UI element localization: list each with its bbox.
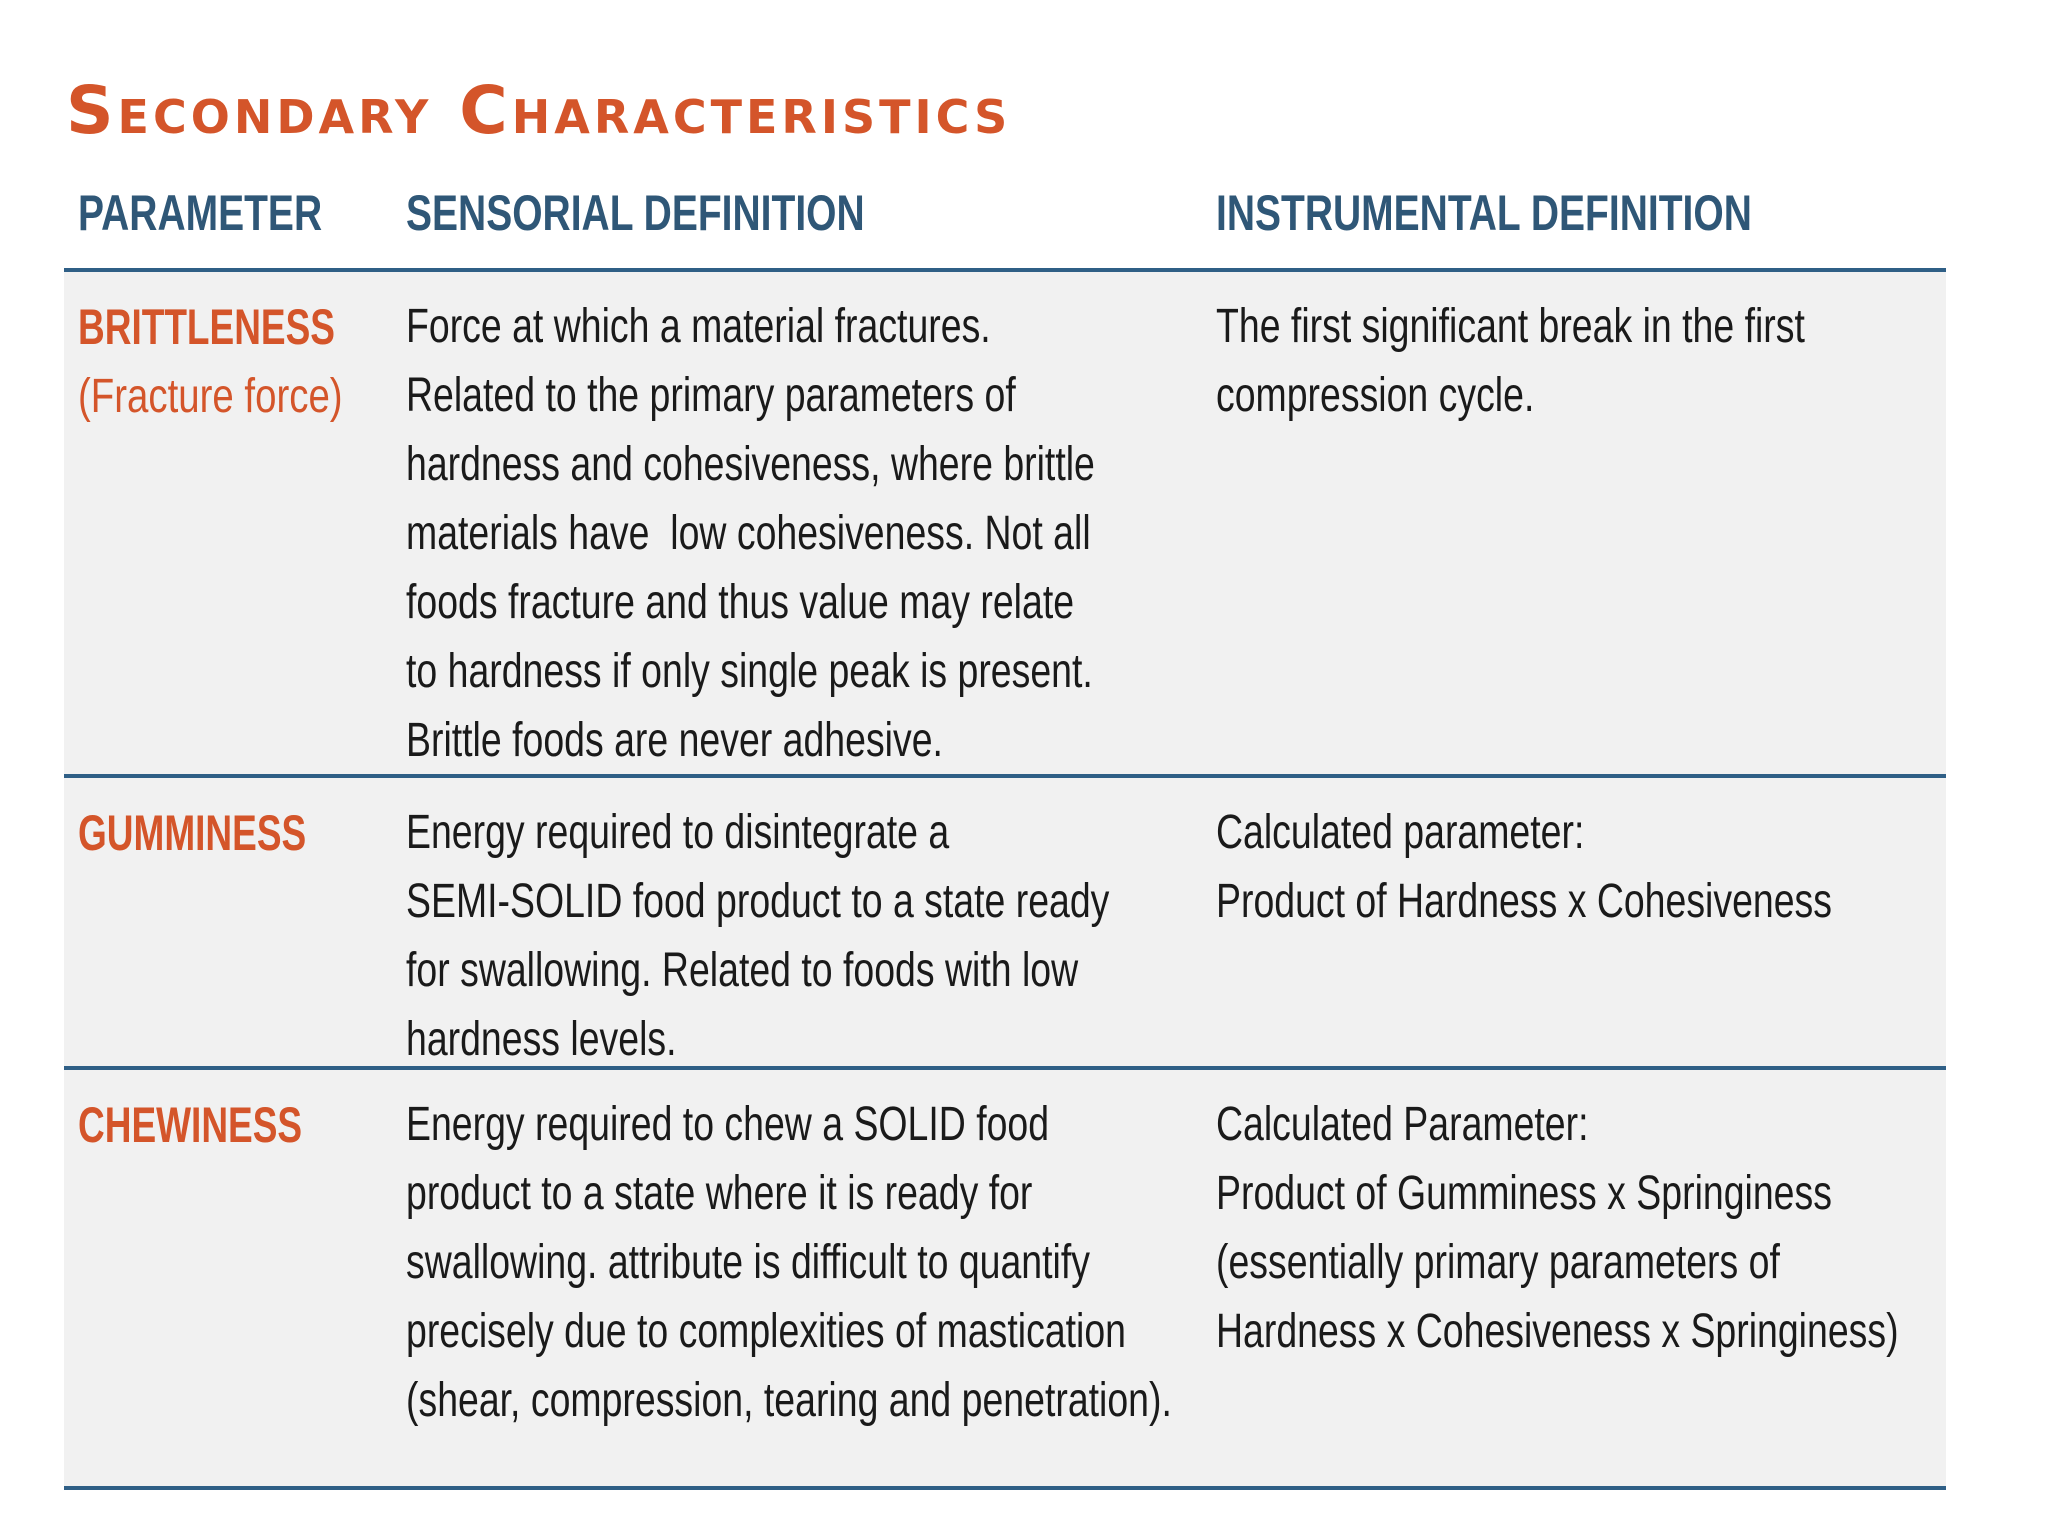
sensorial-definition: Energy required to disintegrate a SEMI-SOLID food product to a state ready for swallowing. Related to foods with low hardness levels. bbox=[406, 806, 1110, 1066]
header-parameter: PARAMETER bbox=[78, 185, 323, 241]
sensorial-definition: Force at which a material fractures. Related to the primary parameters of hardness and cohesiveness, where brittle materials have low cohesiveness. Not all foods fracture and thus value may relate to hardness if only single peak is present. Brittle foods are never adhesive. bbox=[406, 300, 1095, 767]
parameter-name: GUMMINESS bbox=[78, 805, 307, 861]
page-title: Secondary Characteristics bbox=[66, 72, 1012, 149]
table-row-gumminess bbox=[64, 774, 1946, 1070]
instrumental-definition: Calculated parameter: Product of Hardness x Cohesiveness bbox=[1216, 806, 1832, 928]
instrumental-definition: Calculated Parameter: Product of Gumminess x Springiness (essentially primary parameters of Hardness x Cohesiveness x Springiness) bbox=[1216, 1098, 1899, 1358]
parameter-name: CHEWINESS bbox=[78, 1097, 303, 1153]
table-row-chewiness bbox=[64, 1066, 1946, 1490]
parameter-subtitle: (Fracture force) bbox=[78, 370, 343, 423]
header-instrumental-definition: INSTRUMENTAL DEFINITION bbox=[1216, 185, 1752, 241]
instrumental-definition: The first significant break in the first compression cycle. bbox=[1216, 300, 1805, 422]
table-row-brittleness bbox=[64, 268, 1946, 778]
parameter-name: BRITTLENESS bbox=[78, 299, 335, 355]
sensorial-definition: Energy required to chew a SOLID food product to a state where it is ready for swallowing. attribute is difficult to quantify precisely due to complexities of mastication (shear, compression, tearing and penetration). bbox=[406, 1098, 1172, 1427]
header-sensorial-definition: SENSORIAL DEFINITION bbox=[406, 185, 865, 241]
